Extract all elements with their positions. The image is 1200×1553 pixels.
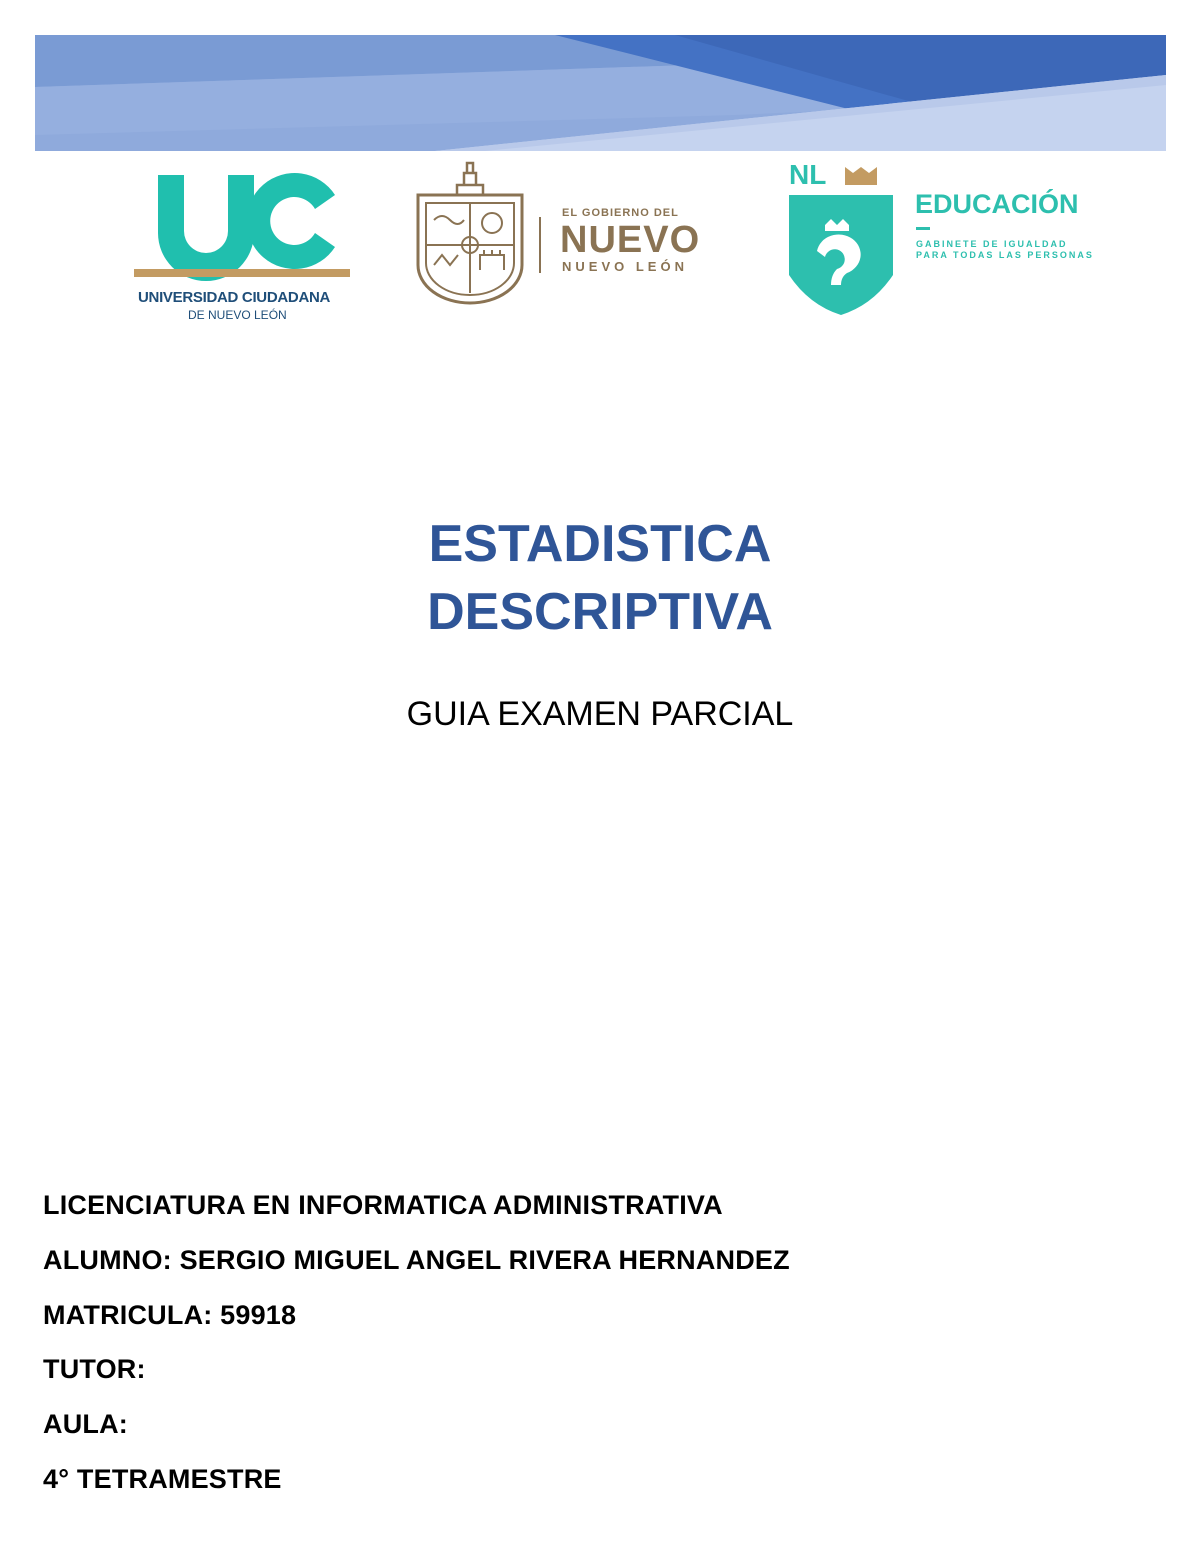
document-title-line1: ESTADISTICA (428, 515, 772, 573)
header-banner (35, 35, 1166, 151)
gobierno-nuevo-leon-logo (412, 155, 742, 305)
uc-name: UNIVERSIDAD CIUDADANA (138, 289, 331, 306)
edu-title: EDUCACIÓN (915, 189, 1079, 219)
uc-letters-graphic (130, 165, 355, 285)
document-title-line2: DESCRIPTIVA (427, 583, 773, 641)
info-career: LICENCIATURA EN INFORMATICA ADMINISTRATIVA (43, 1190, 723, 1220)
educacion-logo (785, 155, 1125, 320)
gobierno-sub-text: NUEVO LEÓN (562, 259, 688, 274)
info-aula: AULA: (43, 1409, 128, 1439)
info-term: 4° TETRAMESTRE (43, 1464, 282, 1494)
info-matricula: MATRICULA: 59918 (43, 1300, 297, 1330)
nl-shield-icon (785, 155, 905, 320)
uc-logo (130, 165, 355, 325)
edu-subtitle-2: PARA TODAS LAS PERSONAS (916, 250, 1094, 260)
edu-subtitle-1: GABINETE DE IGUALDAD (916, 239, 1068, 249)
coat-of-arms-icon (412, 155, 552, 305)
document-subtitle: GUIA EXAMEN PARCIAL (406, 695, 794, 733)
info-student: ALUMNO: SERGIO MIGUEL ANGEL RIVERA HERNANDEZ (43, 1245, 790, 1275)
info-tutor: TUTOR: (43, 1354, 146, 1384)
edu-divider (916, 227, 930, 230)
gobierno-small-text: EL GOBIERNO DEL (562, 207, 679, 219)
gobierno-big-text: NUEVO (560, 219, 701, 261)
edu-nl-text: NL (789, 159, 827, 190)
uc-location: DE NUEVO LEÓN (188, 308, 287, 322)
